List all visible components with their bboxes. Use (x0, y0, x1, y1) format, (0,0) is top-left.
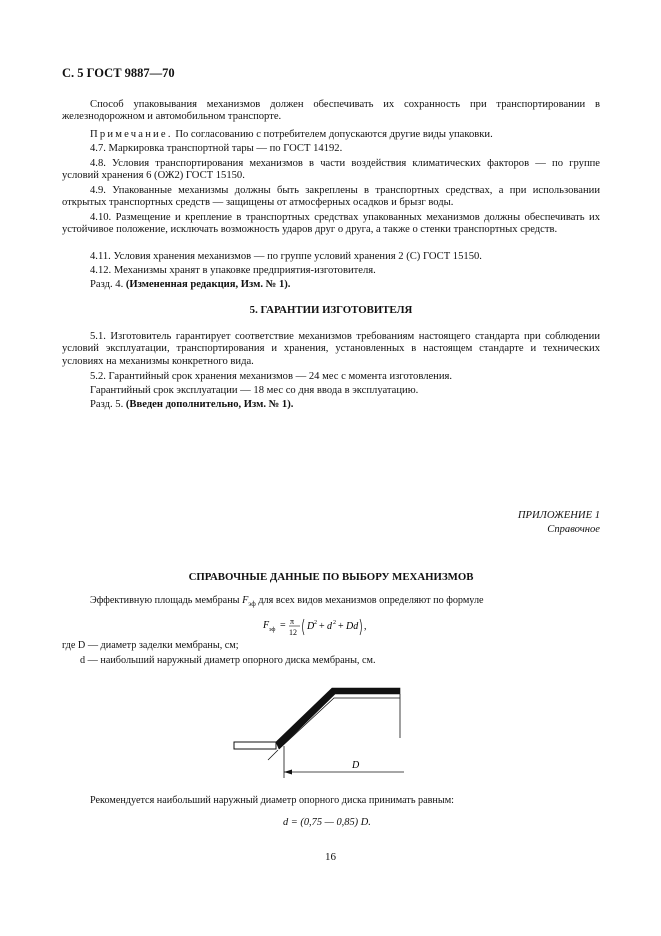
recommendation: Рекомендуется наибольший наружный диаметр опорного диска принимать равным: (90, 795, 455, 806)
diagram-label-D: D (352, 760, 360, 771)
paragraph-4-9: 4.9. Упакованные механизмы должны быть закреплены в транспортных средствах, а при использовании открытых транспортных средств — защищены от атмосферных осадков и брызг воды. (62, 185, 600, 209)
razd4-prefix: Разд. 4. (90, 279, 126, 290)
note-text: По согласованию с потребителем допускаются другие виды упаковки. (172, 129, 493, 140)
intro-text-a: Эффективную площадь мембраны (90, 595, 243, 606)
svg-text:2: 2 (333, 620, 336, 626)
intro-subscript: эф (248, 600, 256, 609)
paragraph-5-1: 5.1. Изготовитель гарантирует соответствие механизмов требованиям настоящего стандарта при соблюдении условий эксплуатации, транспортирования и хранения, установленных в настоящем стандарте и технических условиях на механизмы конкретного вида. (62, 331, 600, 367)
page-number: 16 (325, 851, 336, 863)
note (62, 129, 600, 141)
membrane-slope-band (276, 688, 400, 749)
membrane-diagram (228, 680, 408, 780)
svg-text:+: + (319, 621, 325, 632)
paragraph-4-12: 4.12. Механизмы хранят в упаковке предприятия-изготовителя. (90, 265, 376, 276)
paragraph-4-10: 4.10. Размещение и крепление в транспортных средствах упакованных механизмов должны обеспечивать их устойчивое положение, исключать возможность ударов друг о друга, а также о стенки транспортных средств. (62, 212, 600, 236)
appendix-intro (62, 595, 600, 610)
dimension-arrow (284, 770, 292, 775)
paragraph-5-2b: Гарантийный срок эксплуатации — 18 мес со дня ввода в эксплуатацию. (90, 385, 419, 396)
note-label: Примечание. (90, 129, 173, 140)
appendix-title: СПРАВОЧНЫЕ ДАННЫЕ ПО ВЫБОРУ МЕХАНИЗМОВ (188, 571, 474, 583)
where-D: где D — диаметр заделки мембраны, см; (62, 640, 239, 651)
razd5-prefix: Разд. 5. (90, 399, 126, 410)
recommendation-formula: d = (0,75 — 0,85) D. (283, 817, 371, 828)
appendix-label: ПРИЛОЖЕНИЕ 1 (517, 510, 600, 521)
razd5-note (62, 399, 600, 411)
svg-text:F: F (263, 620, 270, 631)
membrane-left-flange (234, 742, 276, 749)
where-d: d — наибольший наружный диаметр опорного диска мембраны, см. (80, 655, 376, 666)
intro-symbol: F (242, 595, 249, 606)
svg-text:2: 2 (314, 620, 317, 626)
appendix-sublabel: Справочное (547, 524, 600, 535)
svg-text:эф: эф (269, 627, 276, 633)
svg-text:d: d (327, 621, 332, 632)
paragraph-4-7: 4.7. Маркировка транспортной тары — по ГОСТ 14192. (90, 143, 343, 154)
area-formula-graphic (263, 613, 403, 643)
razd4-bold: (Измененная редакция, Изм. № 1). (125, 279, 291, 290)
svg-text:Dd: Dd (346, 621, 359, 632)
svg-text:,: , (364, 621, 367, 632)
section-5-title: 5. ГАРАНТИИ ИЗГОТОВИТЕЛЯ (249, 304, 413, 316)
svg-text:=: = (280, 620, 286, 631)
paragraph-4-8: 4.8. Условия транспортирования механизмов в части воздействия климатических факторов — по группе условий хранения 6 (ОЖ2) ГОСТ 15150. (62, 158, 600, 182)
svg-text:π: π (290, 617, 295, 626)
svg-text:+: + (338, 621, 344, 632)
paragraph-packing: Способ упаковывания механизмов должен обеспечивать их сохранность при транспортировании в железнодорожном и автомобильном транспорте. (62, 99, 600, 123)
paragraph-5-2: 5.2. Гарантийный срок хранения механизмов — 24 мес с момента изготовления. (90, 371, 453, 382)
area-formula (263, 613, 403, 643)
paragraph-4-11: 4.11. Условия хранения механизмов — по группе условий хранения 2 (С) ГОСТ 15150. (90, 251, 482, 262)
dimension-tick (268, 750, 278, 760)
svg-text:D: D (307, 621, 315, 632)
page-header: С. 5 ГОСТ 9887—70 (62, 66, 175, 80)
razd4-note (62, 279, 600, 291)
razd5-bold: (Введен дополнительно, Изм. № 1). (125, 399, 294, 410)
intro-text-b: для всех видов механизмов определяют по формуле (255, 595, 484, 606)
svg-text:12: 12 (289, 628, 297, 637)
